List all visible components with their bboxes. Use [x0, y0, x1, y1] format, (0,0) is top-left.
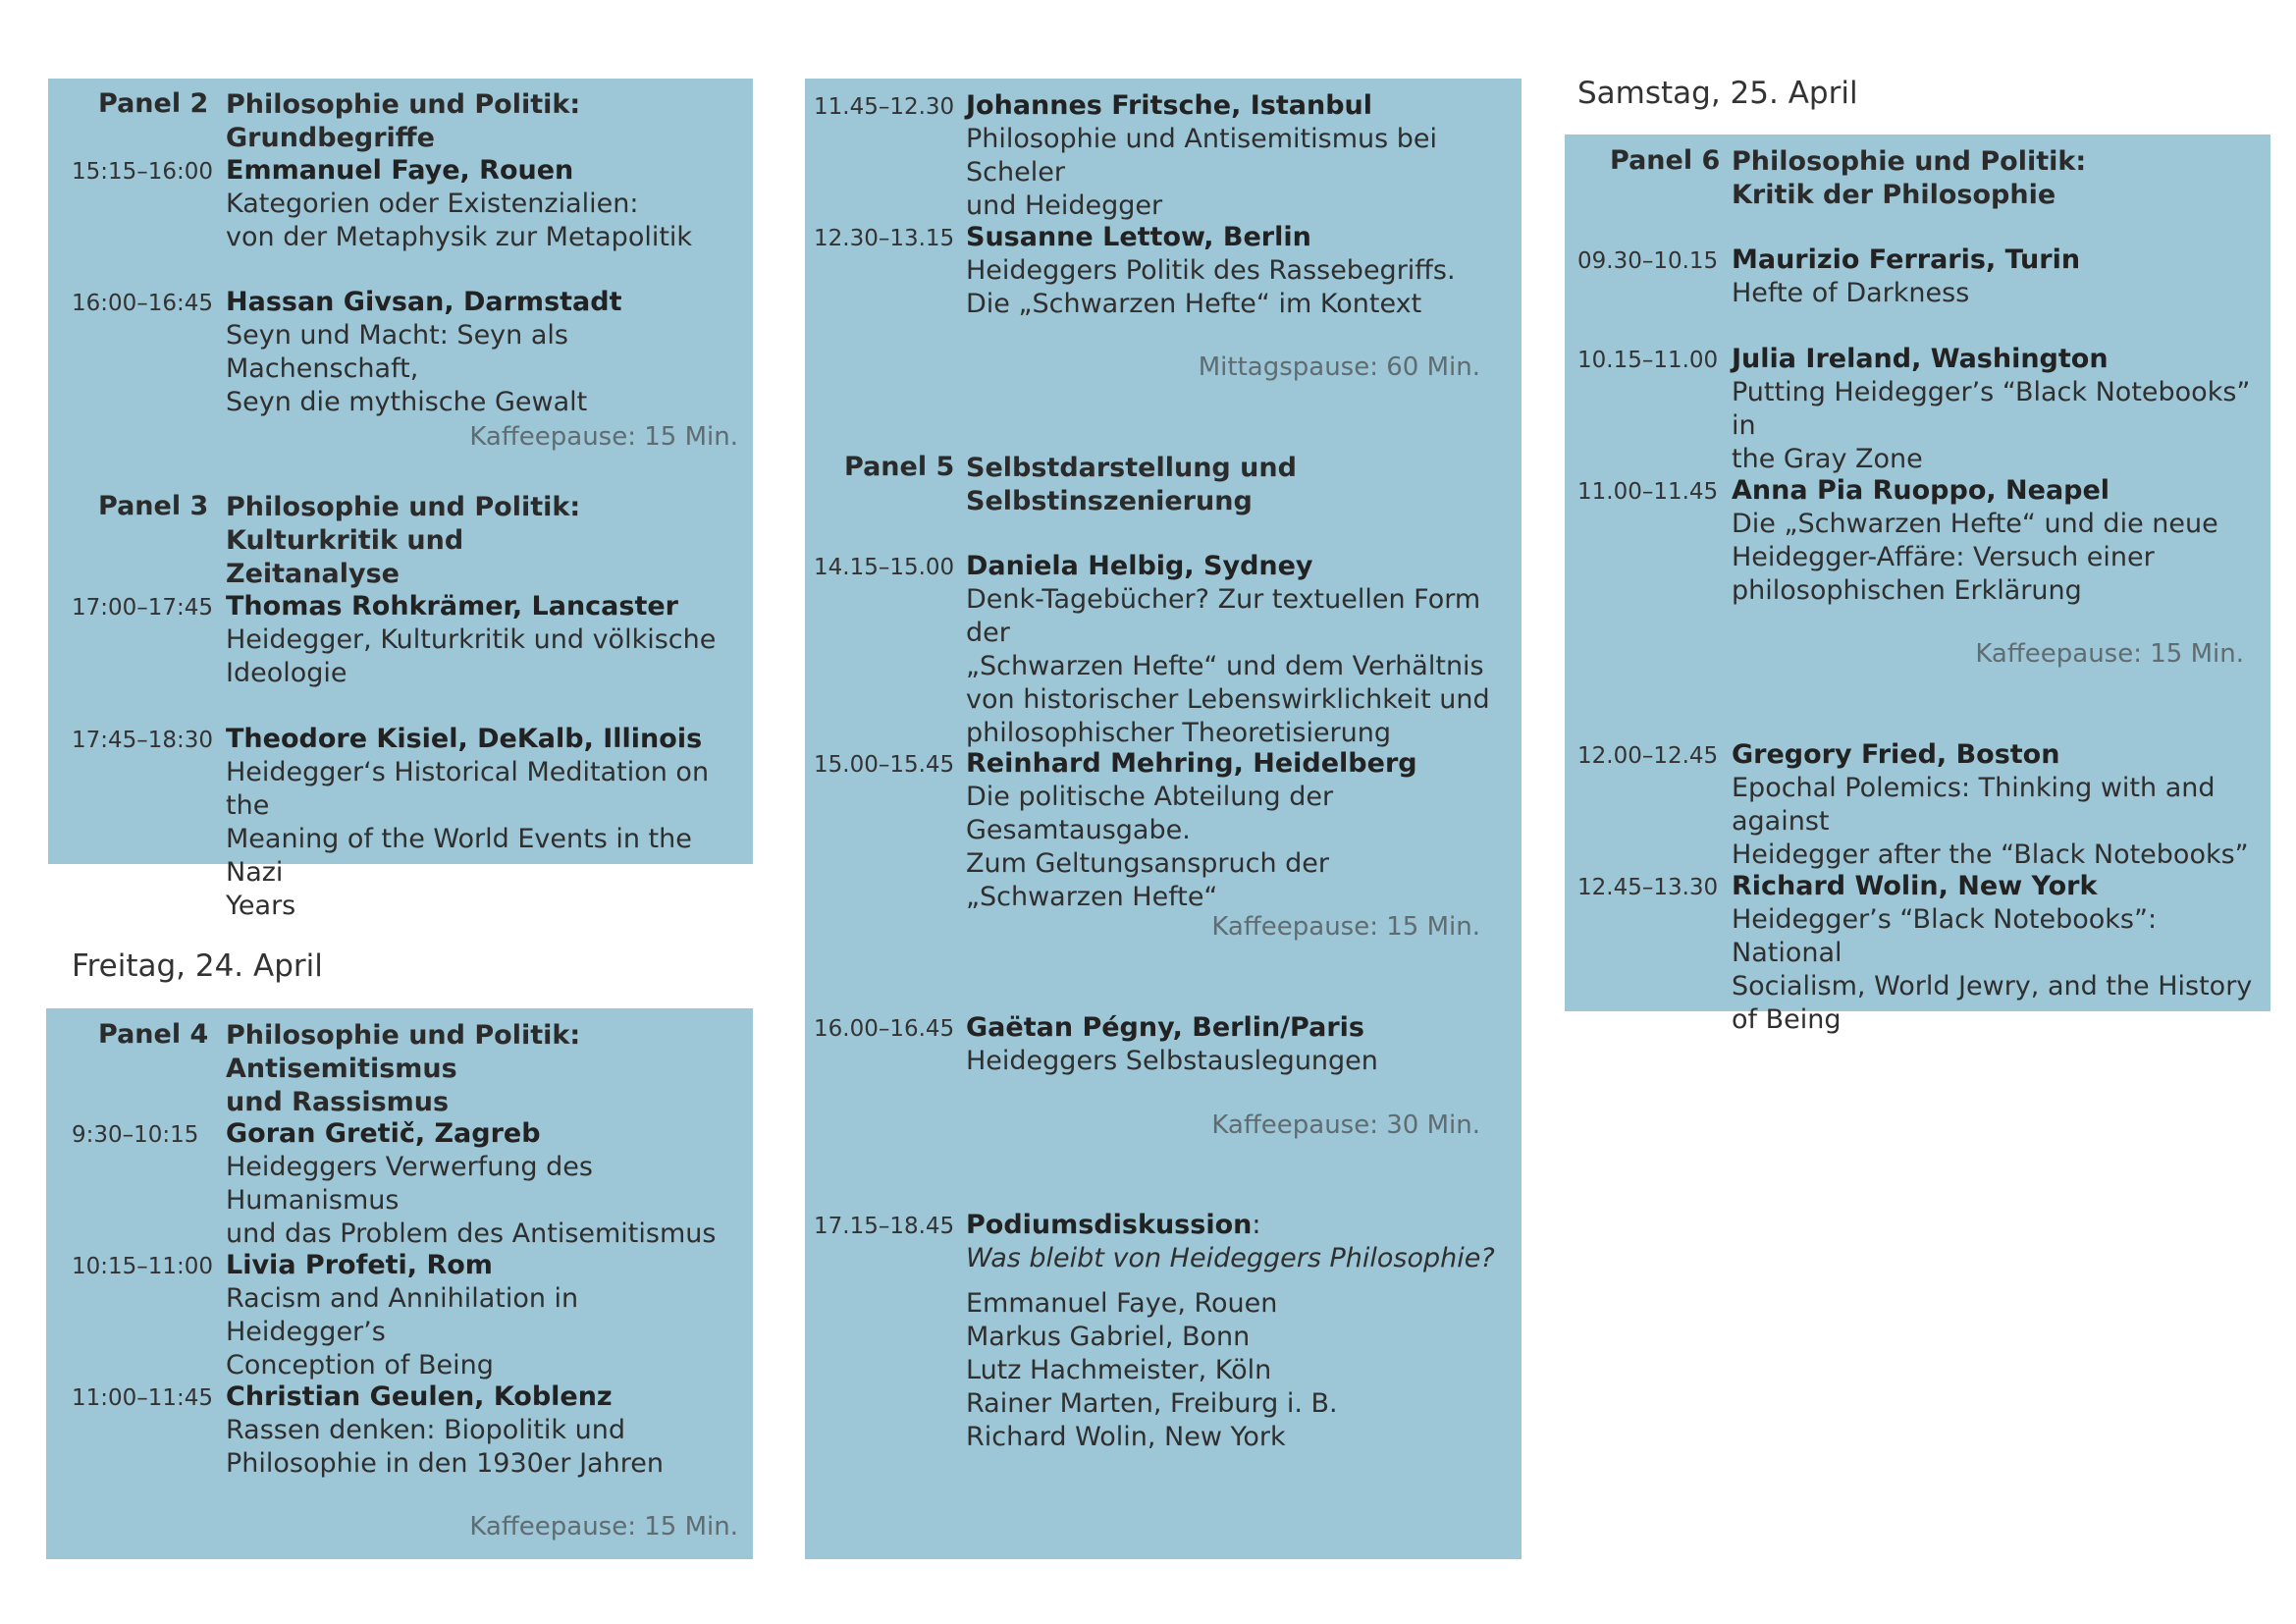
lunch-break-note: Mittagspause: 60 Min.: [1198, 352, 1480, 382]
speaker-name: Daniela Helbig, Sydney: [966, 551, 1313, 581]
day-heading-friday: Freitag, 24. April: [72, 948, 323, 984]
speaker-name: Thomas Rohkrämer, Lancaster: [226, 591, 678, 622]
podium-participant: Richard Wolin, New York: [966, 1422, 1286, 1452]
coffee-break-note: Kaffeepause: 15 Min.: [469, 422, 738, 452]
speaker-name: Gaëtan Pégny, Berlin/Paris: [966, 1012, 1364, 1043]
panel-3-title: [226, 491, 746, 591]
panel-4-label: Panel 4: [98, 1019, 209, 1050]
speaker-name: Hassan Givsan, Darmstadt: [226, 287, 622, 317]
talk-title-line: Heideggers Selbstauslegungen: [966, 1046, 1378, 1076]
talk-time: 11.00–11.45: [1577, 479, 1719, 505]
speaker-name: Livia Profeti, Rom: [226, 1250, 493, 1280]
panel-title-line: Kritik der Philosophie: [1732, 180, 2056, 210]
panel-6-label: Panel 6: [1610, 145, 1721, 176]
panel-title-line: und Rassismus: [226, 1087, 450, 1117]
talk-title-line: Epochal Polemics: Thinking with and against: [1732, 773, 2216, 837]
talk-title-line: „Schwarzen Hefte“ und dem Verhältnis: [966, 651, 1484, 681]
talk-time: 11:00–11:45: [72, 1385, 214, 1411]
panel-2-label: Panel 2: [98, 88, 209, 119]
talk-time: 10.15–11.00: [1577, 348, 1719, 373]
talk-title-line: Philosophie und Antisemitismus bei Scheler: [966, 124, 1438, 188]
talk-title-line: Denk-Tagebücher? Zur textuellen Form der: [966, 584, 1481, 648]
panel-5-label: Panel 5: [844, 452, 955, 482]
talk-title-line: von der Metaphysik zur Metapolitik: [226, 222, 693, 252]
talk-title-line: Rassen denken: Biopolitik und: [226, 1415, 625, 1445]
talk-time: 16.00–16.45: [814, 1016, 955, 1042]
talk-title-line: Seyn und Macht: Seyn als Machenschaft,: [226, 320, 568, 384]
speaker-name: Emmanuel Faye, Rouen: [226, 155, 574, 186]
podium-question: Was bleibt von Heideggers Philosophie?: [966, 1243, 1495, 1273]
panel-title-line: Philosophie und Politik:: [1732, 146, 2087, 177]
talk-title-line: Putting Heidegger’s “Black Notebooks” in: [1732, 377, 2251, 441]
talk-title-line: Kategorien oder Existenzialien:: [226, 189, 639, 219]
talk-title-line: „Schwarzen Hefte“: [966, 882, 1218, 912]
panel-2-title: Philosophie und Politik: Grundbegriffe: [226, 89, 581, 153]
speaker-name: Julia Ireland, Washington: [1732, 344, 2109, 374]
talk-title-line: of Being: [1732, 1004, 1842, 1035]
talk-title-line: Philosophie in den 1930er Jahren: [226, 1448, 664, 1479]
talk-title-line: Zum Geltungsanspruch der: [966, 848, 1330, 879]
talk-title-line: Seyn die mythische Gewalt: [226, 387, 588, 417]
talk-title-line: Conception of Being: [226, 1350, 494, 1380]
talk-time: 12.30–13.15: [814, 226, 955, 251]
coffee-break-note: Kaffeepause: 15 Min.: [469, 1512, 738, 1542]
talk-title-line: Die „Schwarzen Hefte“ und die neue: [1732, 509, 2218, 539]
talk-time: 10:15–11:00: [72, 1254, 214, 1279]
day-heading-saturday: Samstag, 25. April: [1577, 76, 1858, 111]
panel-3-label: Panel 3: [98, 491, 209, 521]
talk-time: 9:30–10:15: [72, 1122, 199, 1148]
talk-title-line: Heideggers Verwerfung des Humanismus: [226, 1152, 593, 1216]
talk-title-line: von historischer Lebenswirklichkeit und: [966, 684, 1490, 715]
panel-5-title: Selbstdarstellung und Selbstinszenierung: [966, 453, 1297, 516]
talk-title-line: Heidegger after the “Black Notebooks”: [1732, 839, 2249, 870]
talk-title-line: Hefte of Darkness: [1732, 278, 1970, 308]
panel-title-line: Philosophie und Politik: Kulturkritik und: [226, 492, 581, 556]
talk-title-line: Heidegger, Kulturkritik und völkische: [226, 624, 717, 655]
talk-time: 12.00–12.45: [1577, 743, 1719, 769]
speaker-name: Christian Geulen, Koblenz: [226, 1381, 613, 1412]
podium-participant: Rainer Marten, Freiburg i. B.: [966, 1388, 1338, 1419]
speaker-name: Johannes Fritsche, Istanbul: [966, 90, 1372, 121]
talk-title-line: Meaning of the World Events in the Nazi: [226, 824, 692, 888]
speaker-name: Gregory Fried, Boston: [1732, 739, 2060, 770]
talk-title-line: Years: [226, 891, 296, 921]
podium-participant: Lutz Hachmeister, Köln: [966, 1355, 1272, 1385]
talk-title-line: Heideggers Politik des Rassebegriffs.: [966, 255, 1456, 286]
speaker-name: Anna Pia Ruoppo, Neapel: [1732, 475, 2110, 506]
talk-title-line: und das Problem des Antisemitismus: [226, 1218, 717, 1249]
talk-time: 15.00–15.45: [814, 752, 955, 778]
podium-colon: :: [1252, 1210, 1261, 1240]
talk-title-line: Die „Schwarzen Hefte“ im Kontext: [966, 289, 1422, 319]
talk-title-line: und Heidegger: [966, 190, 1163, 221]
podium-participant: Markus Gabriel, Bonn: [966, 1322, 1251, 1352]
podium-participant: Emmanuel Faye, Rouen: [966, 1288, 1278, 1319]
talk-time: 15:15–16:00: [72, 159, 214, 185]
talk-title-line: Racism and Annihilation in Heidegger’s: [226, 1283, 579, 1347]
panel-6-title: [1732, 145, 2262, 212]
speaker-name: Goran Gretič, Zagreb: [226, 1118, 541, 1149]
speaker-name: Theodore Kisiel, DeKalb, Illinois: [226, 724, 703, 754]
talk-time: 14.15–15.00: [814, 555, 955, 580]
coffee-break-note: Kaffeepause: 15 Min.: [1211, 912, 1480, 942]
talk-time: 12.45–13.30: [1577, 875, 1719, 900]
talk-title-line: Socialism, World Jewry, and the History: [1732, 971, 2253, 1001]
talk-title-line: Ideologie: [226, 658, 347, 688]
coffee-break-note: Kaffeepause: 30 Min.: [1211, 1110, 1480, 1140]
talk-title-line: Heidegger’s “Black Notebooks”: National: [1732, 904, 2158, 968]
talk-title-line: philosophischen Erklärung: [1732, 575, 2082, 606]
talk-time: 09.30–10.15: [1577, 248, 1719, 274]
speaker-name: Maurizio Ferraris, Turin: [1732, 244, 2081, 275]
speaker-name: Richard Wolin, New York: [1732, 871, 2098, 901]
talk-title-line: Die politische Abteilung der Gesamtausgabe.: [966, 782, 1334, 845]
speaker-name: Susanne Lettow, Berlin: [966, 222, 1311, 252]
talk-time: 11.45–12.30: [814, 94, 955, 120]
coffee-break-note: Kaffeepause: 15 Min.: [1975, 639, 2244, 669]
panel-4-title: [226, 1019, 746, 1119]
talk-time: 17:00–17:45: [72, 595, 214, 621]
talk-title-line: philosophischer Theoretisierung: [966, 718, 1392, 748]
talk-title-line: Heidegger‘s Historical Meditation on the: [226, 757, 710, 821]
talk-time: 16:00–16:45: [72, 291, 214, 316]
podium-title: Podiumsdiskussion: [966, 1210, 1253, 1240]
panel-title-line: Philosophie und Politik: Antisemitismus: [226, 1020, 581, 1084]
talk-time: 17.15–18.45: [814, 1214, 955, 1239]
panel-title-line: Zeitanalyse: [226, 559, 400, 589]
talk-time: 17:45–18:30: [72, 728, 214, 753]
talk-title-line: Heidegger-Affäre: Versuch einer: [1732, 542, 2155, 572]
speaker-name: Reinhard Mehring, Heidelberg: [966, 748, 1417, 779]
talk-title-line: the Gray Zone: [1732, 444, 1923, 474]
